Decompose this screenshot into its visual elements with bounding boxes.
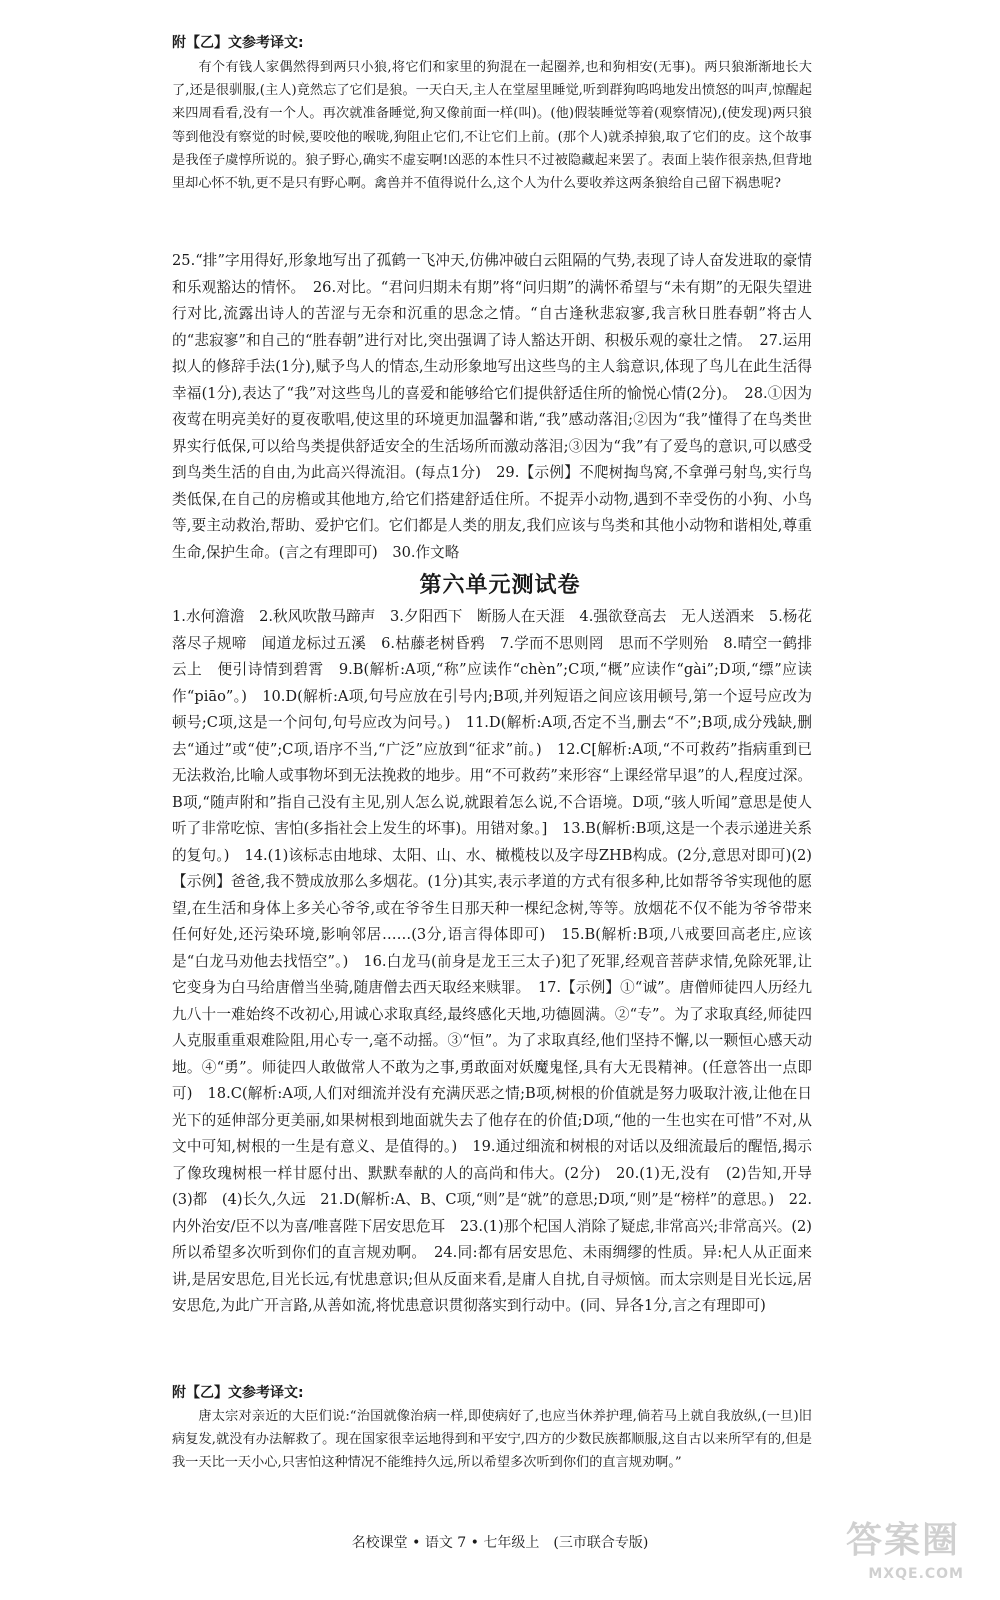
watermark-main: 答案圈 <box>845 1520 960 1561</box>
watermark-logo <box>820 1512 970 1582</box>
translation-a: 有个有钱人家偶然得到两只小狼,将它们和家里的狗混在一起圈养,也和狗相安(无事)。两只狼渐渐地长大了,还是很驯服,(主人)竟然忘了它们是狼。一天白天,主人在堂屋里睡觉,听到群狗呜呜地发出愤怒的叫声,惊醒起来四周看看,没有一个人。再次就准备睡觉,狗又像前面一样(叫)。(他)假装睡觉等着(观察情况),(使发现)两只狼等到他没有察觉的时候,要咬他的喉咙,狗阻止它们,不让它们上前。(那个人)就杀掉狼,取了它们的皮。这个故事是我侄子虞惇所说的。狼子野心,确实不虚妄啊!凶恶的本性只不过被隐藏起来罢了。表面上装作很亲热,但背地里却心怀不轨,更不是只有野心啊。禽兽并不值得说什么,这个人为什么要收养这两条狼给自己留下祸患呢? <box>172 60 812 192</box>
watermark-site: MXQE.COM <box>868 1566 964 1582</box>
answers-unit6: 1.水何澹澹 2.秋风吹散马蹄声 3.夕阳西下 断肠人在天涯 4.强欲登高去 无人送酒来 5.杨花落尽子规啼 闻道龙标过五溪 6.枯藤老树昏鸦 7.学而不思则罔 思而不学则殆 8.晴空一鹤排云上 便引诗情到碧霄 9.B(解析:A项,“称”应读作“chèn”;C项,“概”应读作“gài”;D项,“缥”应读作“piāo”。) 10.D(解析:A项,句号应放在引号内;B项,并列短语之间应该用顿号,第一个逗号应改为顿号;C项,这是一个问句,句号应改为问号。) 11.D(解析:A项,否定不当,删去“不”;B项,成分残缺,删去“通过”或“使”;C项,语序不当,“广泛”应放到“征求”前。) 12.C[解析:A项,“不可救药”指病重到已无法救治,比喻人或事物坏到无法挽救的地步。用“不可救药”来形容“上课经常早退”的人,程度过深。B项,“随声附和”指自己没有主见,别人怎么说,就跟着怎么说,不合语境。D项,“骇人听闻”意思是使人听了非常吃惊、害怕(多指社会上发生的坏事)。用错对象。] 13.B(解析:B项,这是一个表示递进关系的复句。) 14.(1)该标志由地球、太阳、山、水、橄榄枝以及字母ZHB构成。(2分,意思对即可)(2)【示例】爸爸,我不赞成放那么多烟花。(1分)其实,表示孝道的方式有很多种,比如帮爷爷实现他的愿望,在生活和身体上多关心爷爷,或在爷爷生日那天种一棵纪念树,等等。放烟花不仅不能为爷爷带来任何好处,还污染环境,影响邻居……(3分,语言得体即可) 15.B(解析:B项,八戒要回高老庄,应该是“白龙马劝他去找悟空”。) 16.白龙马(前身是龙王三太子)犯了死罪,经观音菩萨求情,免除死罪,让它变身为白马给唐僧当坐骑,随唐僧去西天取经来赎罪。 17.【示例】①“诚”。唐僧师徒四人历经九九八十一难始终不改初心,用诚心求取真经,最终感化天地,功德圆满。②“专”。为了求取真经,师徒四人克服重重艰难险阻,用心专一,毫不动摇。③“恒”。为了求取真经,他们坚持不懈,以一颗恒心感天动地。④“勇”。师徒四人敢做常人不敢为之事,勇敢面对妖魔鬼怪,具有大无畏精神。(任意答出一点即可) 18.C(解析:A项,人们对细流并没有充满厌恶之情;B项,树根的价值就是努力吸取汁液,让他在日光下的延伸部分更美丽,如果树根到地面就失去了他存在的价值;D项,“他的一生也实在可惜”不对,从文中可知,树根的一生是有意义、是值得的。) 19.通过细流和树根的对话以及细流最后的醒悟,揭示了像玫瑰树根一样甘愿付出、默默奉献的人的高尚和伟大。(2分) 20.(1)无,没有 (2)告知,开导 (3)都 (4)长久,久远 21.D(解析:A、B、C项,“则”是“就”的意思;D项,“则”是“榜样”的意思。) 22.内外治安/臣不以为喜/唯喜陛下居安思危耳 23.(1)那个杞国人消除了疑虑,非常高兴;非常高兴。(2)所以希望多次听到你们的直言规劝啊。 24.同:都有居安思危、未雨绸缪的性质。异:杞人从正面来讲,是居安思危,目光长远,有忧患意识;但从反面来看,是庸人自扰,自寻烦恼。而太宗则是目光长远,居安思危,为此广开言路,从善如流,将忧患意识贯彻落实到行动中。(同、异各1分,言之有理即可) <box>172 608 827 1314</box>
translation-b: 唐太宗对亲近的大臣们说:“治国就像治病一样,即使病好了,也应当休养护理,倘若马上就自我放纵,(一旦)旧病复发,就没有办法解救了。现在国家很幸运地得到和平安宁,四方的少数民族都顺服,这自古以来所罕有的,但是我一天比一天小心,只害怕这种情况不能维持久远,所以希望多次听到你们的直言规劝啊。” <box>172 1409 812 1471</box>
answers-25-30: 25.“排”字用得好,形象地写出了孤鹤一飞冲天,仿佛冲破白云阻隔的气势,表现了诗人奋发进取的豪情和乐观豁达的情怀。 26.对比。“君问归期未有期”将“问归期”的满怀希望与“未有期”的无限失望进行对比,流露出诗人的苦涩与无奈和沉重的思念之情。“自古逢秋悲寂寥,我言秋日胜春朝”将古人的“悲寂寥”和自己的“胜春朝”进行对比,突出强调了诗人豁达开朗、积极乐观的豪壮之情。 27.运用拟人的修辞手法(1分),赋予鸟人的情态,生动形象地写出这些鸟的主人翁意识,体现了鸟儿在此生活得幸福(1分),表达了“我”对这些鸟儿的喜爱和能够给它们提供舒适住所的愉悦心情(2分)。 28.①因为夜莺在明亮美好的夏夜歌唱,使这里的环境更加温馨和谐,“我”感动落泪;②因为“我”懂得了在鸟类世界实行低保,可以给鸟类提供舒适安全的生活场所而激动落泪;③因为“我”有了爱鸟的意识,可以感受到鸟类生活的自由,为此高兴得流泪。(每点1分) 29.【示例】不爬树掏鸟窝,不拿弹弓射鸟,实行鸟类低保,在自己的房檐或其他地方,给它们搭建舒适住所。不捉弄小动物,遇到不幸受伤的小狗、小鸟等,要主动救治,帮助、爱护它们。它们都是人类的朋友,我们应该与鸟类和其他小动物和谐相处,尊重生命,保护生命。(言之有理即可) 30.作文略 <box>172 252 812 561</box>
section-label-a: 附【乙】文参考译文: <box>172 35 304 51</box>
section-label-b: 附【乙】文参考译文: <box>172 1385 304 1401</box>
page-footer: 名校课堂 • 语文 7 • 七年级上 (三市联合专版) <box>351 1535 649 1551</box>
unit6-heading: 第六单元测试卷 <box>419 573 581 598</box>
